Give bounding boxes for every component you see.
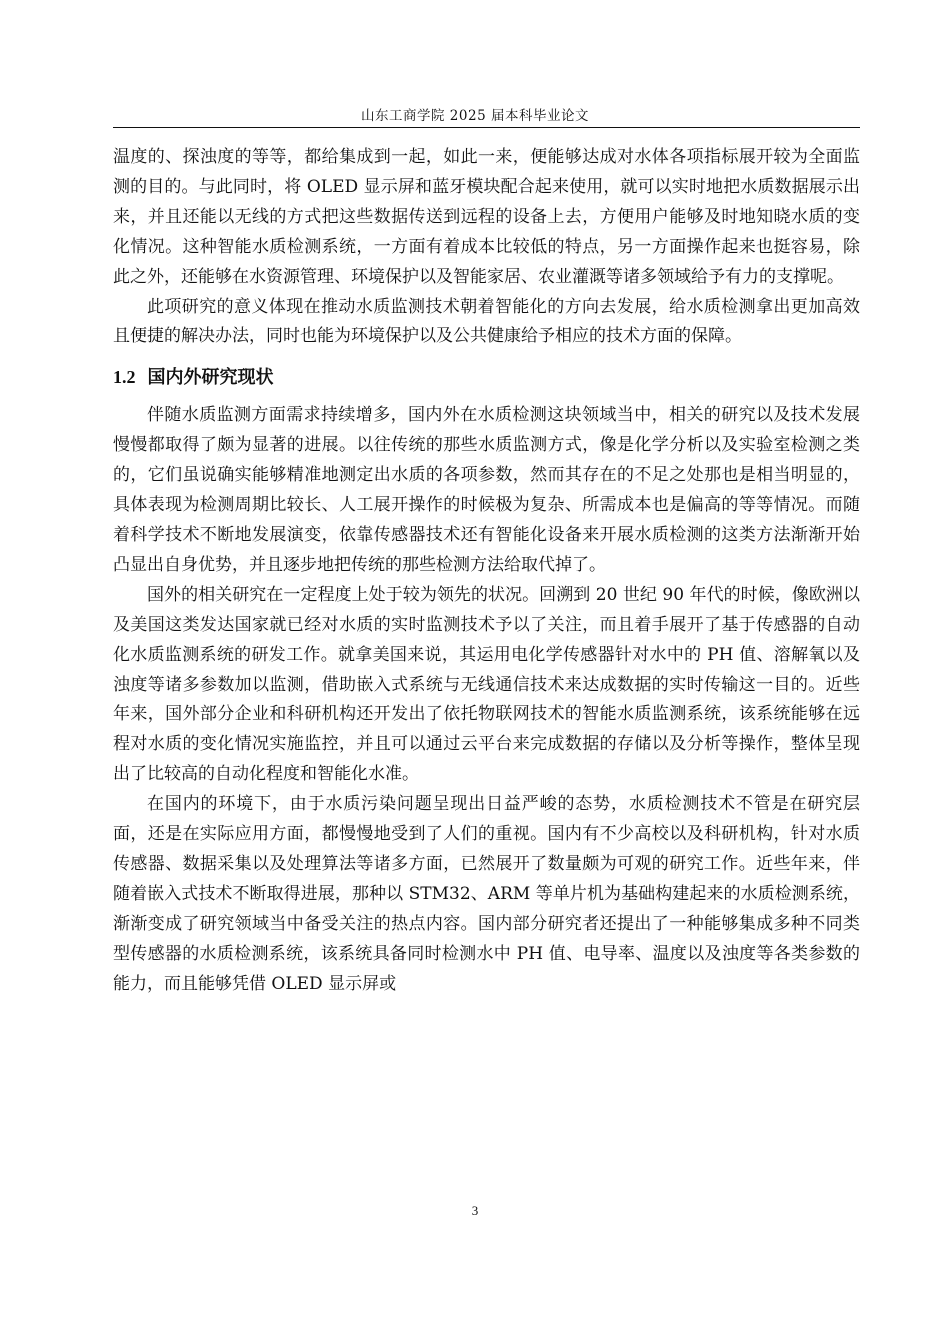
section-number: 1.2 <box>113 367 136 388</box>
section-title: 国内外研究现状 <box>147 367 274 389</box>
page-number: 3 <box>471 1203 479 1218</box>
running-header: 山东工商学院 2025 届本科毕业论文 <box>361 108 589 124</box>
page-body <box>113 143 860 999</box>
body-paragraph-1: 温度的、探浊度的等等，都给集成到一起，如此一来，便能够达成对水体各项指标展开较为全面监测的目的。与此同时，将 OLED 显示屏和蓝牙模块配合起来使用，就可以实时地把水质数据展示出来，并且还能以无线的方式把这些数据传送到远程的设备上去，方便用户能够及时地知晓水质的变化情况。这种智能水质检测系统，一方面有着成本比较低的特点，另一方面操作起来也挺容易，除此之外，还能够在水资源管理、环境保护以及智能家居、农业灌溉等诸多领域给予有力的支撑呢。 <box>113 147 860 287</box>
body-paragraph-2: 此项研究的意义体现在推动水质监测技术朝着智能化的方向去发展，给水质检测拿出更加高效且便捷的解决办法，同时也能为环境保护以及公共健康给予相应的技术方面的保障。 <box>113 296 860 347</box>
header-divider <box>113 127 860 128</box>
body-paragraph-3: 伴随水质监测方面需求持续增多，国内外在水质检测这块领域当中，相关的研究以及技术发展慢慢都取得了颇为显著的进展。以往传统的那些水质监测方式，像是化学分析以及实验室检测之类的，它们虽说确实能够精准地测定出水质的各项参数，然而其存在的不足之处那也是相当明显的，具体表现为检测周期比较长、人工展开操作的时候极为复杂、所需成本也是偏高的等等情况。而随着科学技术不断地发展演变，依靠传感器技术还有智能化设备来开展水质检测的这类方法渐渐开始凸显出自身优势，并且逐步地把传统的那些检测方法给取代掉了。 <box>113 405 860 575</box>
body-paragraph-4: 国外的相关研究在一定程度上处于较为领先的状况。回溯到 20 世纪 90 年代的时候，像欧洲以及美国这类发达国家就已经对水质的实时监测技术予以了关注，而且着手展开了基于传感器的自动化水质监测系统的研发工作。就拿美国来说，其运用电化学传感器针对水中的 PH 值、溶解氧以及浊度等诸多参数加以监测，借助嵌入式系统与无线通信技术来达成数据的实时传输这一目的。近些年来，国外部分企业和科研机构还开发出了依托物联网技术的智能水质监测系统，该系统能够在远程对水质的变化情况实施监控，并且可以通过云平台来完成数据的存储以及分析等操作，整体呈现出了比较高的自动化程度和智能化水准。 <box>113 584 860 785</box>
body-paragraph-5: 在国内的环境下，由于水质污染问题呈现出日益严峻的态势，水质检测技术不管是在研究层面，还是在实际应用方面，都慢慢地受到了人们的重视。国内有不少高校以及科研机构，针对水质传感器、数据采集以及处理算法等诸多方面，已然展开了数量颇为可观的研究工作。近些年来，伴随着嵌入式技术不断取得进展，那种以 STM32、ARM 等单片机为基础构建起来的水质检测系统，渐渐变成了研究领域当中备受关注的热点内容。国内部分研究者还提出了一种能够集成多种不同类型传感器的水质检测系统，该系统具备同时检测水中 PH 值、电导率、温度以及浊度等各类参数的能力，而且能够凭借 OLED 显示屏或 <box>113 794 860 994</box>
section-heading <box>113 362 860 393</box>
